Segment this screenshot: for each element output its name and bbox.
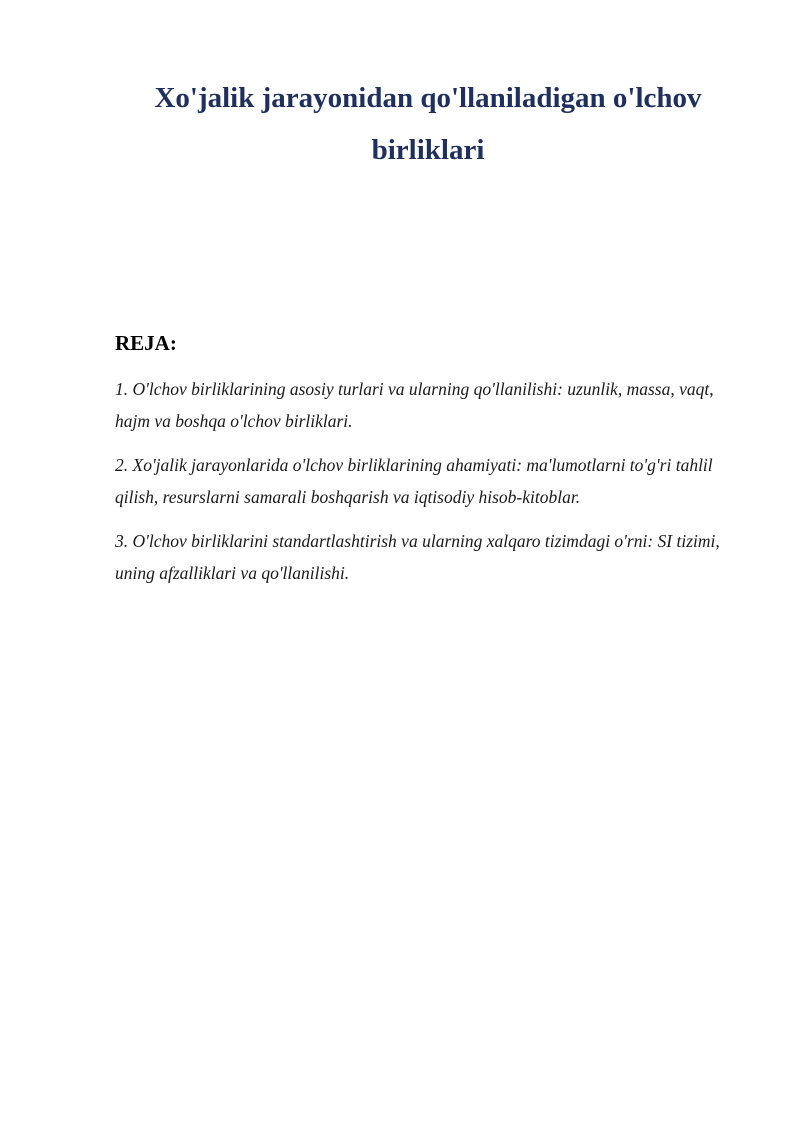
plan-heading: REJA: bbox=[115, 331, 177, 355]
plan-item-2: 2. Xo'jalik jarayonlarida o'lchov birliklarining ahamiyati: ma'lumotlarni to'g'ri tahlil qilish, resurslarni samarali boshqarish va iqtisodiy hisob-kitoblar. bbox=[115, 455, 713, 507]
plan-item-1: 1. O'lchov birliklarining asosiy turlari va ularning qo'llanilishi: uzunlik, massa, vaqt, hajm va boshqa o'lchov birliklari. bbox=[115, 379, 714, 431]
plan-list bbox=[115, 373, 725, 601]
document-title: Xo'jalik jarayonidan qo'llaniladigan o'lchov birliklari bbox=[154, 82, 702, 166]
plan-item-3: 3. O'lchov birliklarini standartlashtirish va ularning xalqaro tizimdagi o'rni: SI tizimi, uning afzalliklari va qo'llanilishi. bbox=[115, 531, 720, 583]
